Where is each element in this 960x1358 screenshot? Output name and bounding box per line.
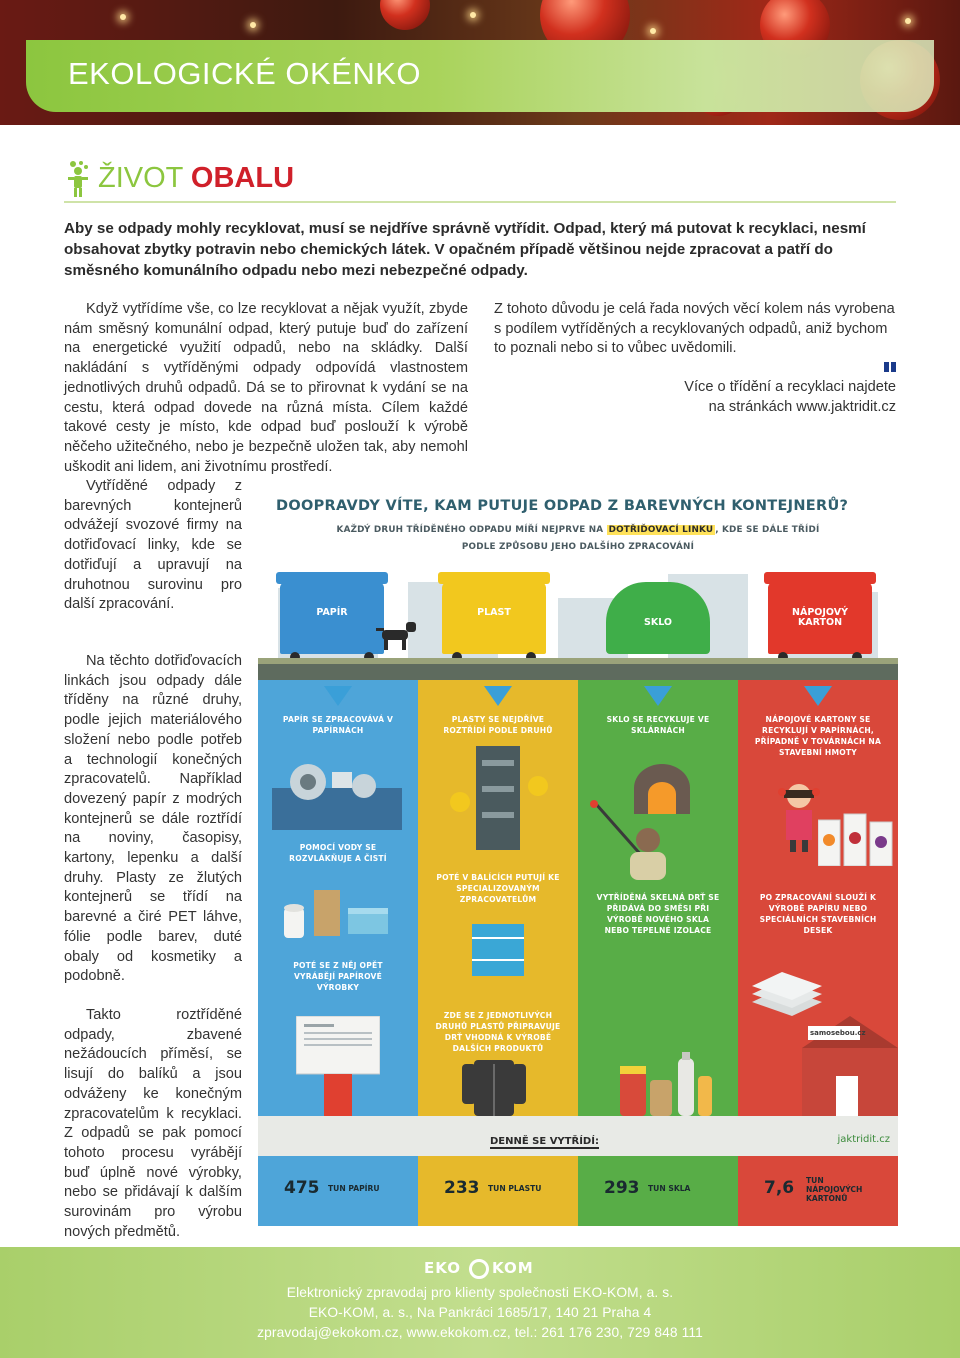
lane-caption: POTÉ V BALÍCÍCH PUTUJÍ KE SPECIALIZOVANÝM ZPRACOVATELŮM xyxy=(436,873,560,904)
brand-label: jaktridit.cz xyxy=(837,1134,890,1145)
section-title: ŽIVOT OBALU xyxy=(98,162,295,194)
bin-glass xyxy=(606,582,710,654)
bin-label: SKLO xyxy=(644,617,672,628)
body-column-narrow xyxy=(64,477,242,615)
jacket-icon xyxy=(462,1056,526,1116)
lane-plastic xyxy=(418,680,578,1116)
lane-caption: PO ZPRACOVÁNÍ SLOUŽÍ K VÝROBĚ PAPÍRU NEBO SPECIÁLNÍCH STAVEBNÍCH DESEK xyxy=(759,893,877,935)
lane-caption: NÁPOJOVÉ KARTONY SE RECYKLUJÍ V PAPÍRNÁCH, PŘÍPADNĚ V TOVÁRNÁCH NA STAVEBNÍ HMOTY xyxy=(754,715,882,757)
section-heading xyxy=(64,156,896,204)
paper-mill-machine-icon xyxy=(272,752,402,830)
string-light xyxy=(650,28,656,34)
tally-plastic xyxy=(418,1156,578,1226)
lead-paragraph: Aby se odpady mohly recyklovat, musí se nejdříve správně vytřídit. Odpad, který má putovat k recyklaci, nesmí obsahovat zbytky potravin nebo chemických látek. V opačném případě většinou nejde zpracovat a patří do směsného komunálního odpadu nebo mezi nebezpečné odpady. xyxy=(64,220,866,279)
section-divider xyxy=(64,201,896,203)
road xyxy=(258,664,898,680)
house-sign: samosebou.cz xyxy=(810,1029,866,1037)
down-arrow-icon xyxy=(324,686,352,706)
lane-caption: ZDE SE Z JEDNOTLIVÝCH DRUHŮ PLASTŮ PŘIPRAVUJE DRŤ VHODNÁ K VÝROBĚ DALŠÍCH PRODUKTŮ xyxy=(435,1011,561,1053)
logo-text: EKO xyxy=(424,1259,461,1277)
lane-caption: SKLO SE RECYKLUJE VE SKLÁRNÁCH xyxy=(606,715,710,735)
tally-glass xyxy=(578,1156,738,1226)
glass-worker-icon xyxy=(586,800,666,880)
lane-glass xyxy=(578,680,738,1116)
bin-plastic xyxy=(442,582,546,654)
dog-icon xyxy=(376,618,420,652)
recycling-infographic xyxy=(258,478,898,1226)
daily-tally-title: DENNĚ SE VYTŘÍDÍ: xyxy=(490,1136,599,1147)
lane-caption: VYTŘÍDĚNÁ SKELNÁ DRŤ SE PŘIDÁVÁ DO SMĚSI PŘI VÝROBĚ NOVÉHO SKLA NEBO TEPELNÉ IZOLACE xyxy=(596,893,720,935)
page-title: EKOLOGICKÉ OKÉNKO xyxy=(68,56,422,91)
lane-caption: PLASTY SE NEJDŘÍVE ROZTŘÍDÍ PODLE DRUHŮ xyxy=(443,715,553,735)
down-arrow-icon xyxy=(484,686,512,706)
infographic-sky xyxy=(258,478,898,658)
down-arrow-icon xyxy=(804,686,832,706)
infographic-subtitle: KAŽDÝ DRUH TŘÍDĚNÉHO ODPADU MÍŘÍ NEJPRVE NA DOTŘIĎOVACÍ LINKU , KDE SE DÁLE TŘÍDÍ PODLE ZPŮSOBU JEHO DALŠÍHO ZPRACOVÁNÍ xyxy=(336,525,820,552)
logo-swirl-icon xyxy=(469,1259,489,1279)
body-column-top xyxy=(64,300,468,477)
string-light xyxy=(470,12,476,18)
ornament-bauble xyxy=(380,0,430,30)
bin-lid xyxy=(764,572,876,584)
tally-value: 293 xyxy=(604,1178,640,1198)
string-light xyxy=(250,22,256,28)
string-light xyxy=(120,14,126,20)
paragraph: Vytříděné odpady z barevných kontejnerů odvážejí svozové firmy na dotřiďovací linky, kde se dotřiďují a upravují na druhotnou surovinu pro další zpracování. xyxy=(64,478,242,613)
body-column-middle xyxy=(64,652,242,987)
pause-marker-icon xyxy=(884,362,896,372)
newspaper-reader-icon xyxy=(296,1016,380,1116)
footer-contact[interactable]: zpravodaj@ekokom.cz, www.ekokom.cz, tel.: 261 176 230, 729 848 111 xyxy=(257,1325,703,1340)
bin-lid xyxy=(438,572,550,584)
girl-icon xyxy=(776,782,822,852)
footer-line: Elektronický zpravodaj pro klienty společnosti EKO-KOM, a. s. xyxy=(286,1285,674,1300)
lane-paper xyxy=(258,680,418,1116)
tally-value: 475 xyxy=(284,1178,320,1198)
bin-lid xyxy=(276,572,388,584)
body-column-bottom xyxy=(64,1006,242,1242)
lane-caption: POTÉ SE Z NĚJ OPĚT VYRÁBĚJÍ PAPÍROVÉ VÝROBKY xyxy=(293,961,383,992)
logo-text: KOM xyxy=(492,1259,534,1277)
bin-carton xyxy=(768,582,872,654)
lane-caption: PAPÍR SE ZPRACOVÁVÁ V PAPÍRNÁCH xyxy=(282,715,394,735)
bin-label: NÁPOJOVÝ KARTON xyxy=(792,607,848,628)
tally-carton xyxy=(738,1156,898,1226)
paragraph: Takto roztříděné odpady, zbavené nežádoucích příměsí, se lisují do balíků a jsou odváženy ke konečným zpracovatelům k recyklaci. Z odpadů se pak pomocí tohoto procesu vyrábějí buď úplně nové výrobky, nebo se přidávají k dalším surovinám pro výrobu nových předmětů. xyxy=(64,1007,242,1240)
paragraph: Na těchto dotřiďovacích linkách jsou odpady dále tříděny na různé druhy, podle jejich materiálového složení nebo podle potřeb a technologií konečných zpracovatelů. Například dovezený papír z modrých kontejnerů se dále roztřídí na noviny, časopisy, kartony, lepenku a další druhy. Plasty ze žlutých kontejnerů se třídí na barevné a čiré PET láhve, fólie podle barev, duté obaly od kosmetiky a podobně. xyxy=(64,653,242,985)
glass-jars-icon xyxy=(614,1052,714,1116)
plastic-bale-icon xyxy=(472,916,524,976)
process-lanes xyxy=(258,680,898,1116)
bin-paper xyxy=(280,582,384,654)
tally-unit: TUN SKLA xyxy=(648,1184,691,1193)
more-info-link[interactable]: na stránkách www.jaktridit.cz xyxy=(708,398,896,415)
infographic-title: DOOPRAVDY VÍTE, KAM PUTUJE ODPAD Z BAREVNÝCH KONTEJNERŮ? xyxy=(276,498,849,514)
daily-tally-header xyxy=(258,1116,898,1156)
tally-paper xyxy=(258,1156,418,1226)
lane-caption: POMOCÍ VODY SE ROZVLÁKŇUJE A ČISTÍ xyxy=(289,843,387,863)
right-paragraph: Z tohoto důvodu je celá řada nových věcí kolem nás vyrobena s podílem vytříděných a recyklovaných odpadů, aniž bychom to poznali nebo si to vůbec uvědomili. xyxy=(494,301,895,357)
bin-label: PAPÍR xyxy=(316,607,348,618)
down-arrow-icon xyxy=(644,686,672,706)
paragraph: Když vytřídíme vše, co lze recyklovat a nějak využít, zbyde nám směsný komunální odpad, který putuje buď do zařízení na energetické využití odpadů, nebo na skládky. Další nakládání s vytříděnými odpady odpovídá vlastnostem jednotlivých druhů odpadů. Dá se to přirovnat k vydání se na cestu, která odpad dovede na různá místa. Cílem každé takové cesty je místo, kde odpad buď poslouží k výrobě něčeho užitečného, nebo je bezpečně uložen tak, aby nemohl uškodit ani lidem, ani životnímu prostředí. xyxy=(64,301,468,475)
paper-products-icon xyxy=(284,882,394,948)
tally-unit: TUN NÁPOJOVÝCH KARTONŮ xyxy=(806,1176,863,1203)
tally-unit: TUN PLASTU xyxy=(488,1184,542,1193)
tally-unit: TUN PAPÍRU xyxy=(328,1184,380,1193)
tally-value: 7,6 xyxy=(764,1178,795,1198)
lane-carton xyxy=(738,680,898,1116)
bin-label: PLAST xyxy=(477,607,511,618)
house-icon xyxy=(802,1008,898,1116)
footer-address: EKO-KOM, a. s., Na Pankráci 1685/17, 140 21 Praha 4 xyxy=(308,1305,652,1320)
beverage-cartons-icon xyxy=(818,810,894,866)
sorting-line-icon xyxy=(446,746,550,850)
recycling-person-icon xyxy=(64,160,92,198)
string-light xyxy=(905,18,911,24)
title-bar xyxy=(26,40,934,112)
more-info-line: Více o třídění a recyklaci najdete xyxy=(684,379,896,395)
footer xyxy=(0,1247,960,1358)
ekokom-logo xyxy=(424,1259,538,1279)
tally-value: 233 xyxy=(444,1178,480,1198)
header-banner xyxy=(0,0,960,125)
more-info xyxy=(600,378,896,417)
